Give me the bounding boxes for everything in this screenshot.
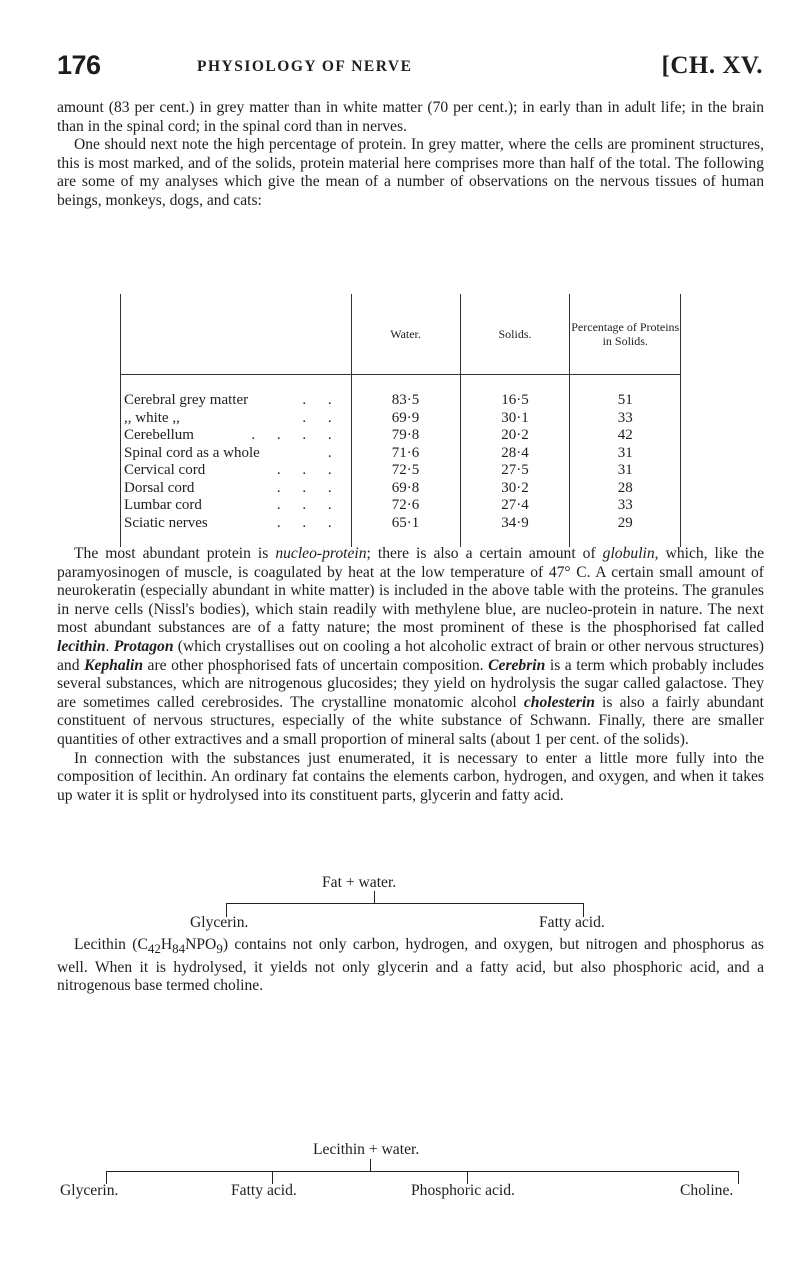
table-row	[121, 497, 681, 515]
leader-dots: . . .	[276, 497, 341, 513]
tissue-name: Spinal cord as a whole	[124, 444, 260, 461]
tissue-cell	[121, 410, 352, 428]
table-header-solids: Solids.	[460, 294, 570, 375]
water-value: 72·5	[351, 462, 460, 480]
glycerin-label: Glycerin.	[190, 914, 249, 931]
term-nucleo-protein: nucleo-protein	[275, 545, 367, 562]
paragraph-protein-intro	[57, 136, 764, 210]
tissue-cell	[121, 497, 352, 515]
table-row	[121, 410, 681, 428]
tissue-cell	[121, 480, 352, 498]
term-globulin: globulin	[602, 545, 655, 562]
tissue-cell	[121, 375, 352, 410]
protein-value: 33	[570, 410, 681, 428]
paragraph-continuation: amount (83 per cent.) in grey matter than in white matter (70 per cent.); in early than in adult life; in the brain than in the spinal cord; in the spinal cord than in nerves.	[57, 99, 764, 135]
text-span: are other phosphorised fats of uncertain composition.	[143, 656, 489, 674]
solids-value: 20·2	[460, 427, 570, 445]
text-span: NPO	[185, 936, 217, 953]
tissue-cell	[121, 515, 352, 548]
lecithin-water-label: Lecithin + water.	[313, 1141, 420, 1158]
tissue-name: Sciatic nerves	[124, 514, 208, 531]
leader-dots: . . .	[276, 462, 341, 478]
term-protagon: Protagon	[113, 637, 174, 655]
term-lecithin: lecithin	[57, 637, 106, 655]
tissue-name: Cerebellum	[124, 427, 194, 443]
paragraph-lecithin	[57, 936, 764, 996]
leader-dots: . . .	[276, 514, 341, 531]
tissue-name: Cervical cord	[124, 462, 206, 478]
table-row	[121, 480, 681, 498]
protein-value: 51	[570, 375, 681, 410]
glycerin-product-label: Glycerin.	[60, 1182, 119, 1199]
solids-value: 30·2	[460, 480, 570, 498]
water-value: 71·6	[351, 445, 460, 463]
solids-value: 27·5	[460, 462, 570, 480]
table-header-row	[121, 294, 681, 375]
fat-water-label: Fat + water.	[322, 874, 397, 891]
table-row	[121, 445, 681, 463]
text-span: is also a fairly abundant constituent of nervous structures, especially of the white substance of Schwann. Finally, there are smaller quantities of other extractives and a small proportion of mineral salts (about 1 per cent. of the solids).	[57, 693, 764, 748]
water-value: 69·9	[351, 410, 460, 428]
text-span: Lecithin (C	[74, 936, 148, 953]
text-span: ) contains not only carbon, hydrogen, and oxygen, but nitrogen and phosphorus as well. When it is hydrolysed, it yields not only glycerin and a fatty acid, but also phosphoric acid, and a nitrogenous base termed choline.	[57, 936, 764, 995]
text-span: ; there is also a certain amount of	[366, 545, 603, 562]
choline-label: Choline.	[680, 1182, 734, 1199]
running-title: PHYSIOLOGY OF NERVE	[197, 58, 413, 75]
tissue-cell	[121, 445, 352, 463]
leader-dots: . .	[302, 392, 341, 408]
tissue-name: Dorsal cord	[124, 479, 195, 496]
paragraph-protein-intro-text: One should next note the high percentage of protein. In grey matter, where the cells are prominent structures, this is most marked, and of the solids, protein material here comprises more than half of the total. The following are some of my analyses which give the mean of a number of observations on the nervous tissues of human beings, monkeys, dogs, and cats:	[57, 136, 764, 209]
term-cholesterin: cholesterin	[523, 693, 595, 711]
table-header-water: Water.	[351, 294, 460, 375]
table-row	[121, 375, 681, 410]
subscript: 9	[216, 941, 223, 957]
tissue-name: ,, white ,,	[124, 409, 180, 426]
water-value: 79·8	[351, 427, 460, 445]
scheme2-line-4	[738, 1171, 739, 1184]
solids-value: 27·4	[460, 497, 570, 515]
leader-dots: .	[327, 444, 341, 461]
table-header-tissue	[121, 294, 352, 375]
term-cerebrin: Cerebrin	[488, 656, 546, 674]
solids-value: 16·5	[460, 375, 570, 410]
term-kephalin: Kephalin	[84, 656, 143, 674]
protein-value: 31	[570, 445, 681, 463]
leader-dots: . .	[302, 409, 341, 426]
scheme1-bar-line	[226, 903, 584, 904]
page-number: 176	[57, 50, 101, 80]
water-value: 65·1	[351, 515, 460, 548]
scheme2-stem-line	[370, 1159, 371, 1171]
protein-value: 28	[570, 480, 681, 498]
table-row	[121, 462, 681, 480]
text-span: , which, like the paramyosinogen of muscle, is coagulated by heat at the low temperature of 47° C. A certain small amount of neurokeratin (especially abundant in white matter) is included in the above table with the proteins. The granules in nerve cells (Nissl's bodies), which stain readily with methylene blue, are nucleo-protein in nature. The next most abundant substances are of a fatty nature; the most prominent of these is the phosphorised fat called	[57, 545, 764, 637]
subscript: 42	[147, 941, 161, 957]
scheme2-bar-line	[106, 1171, 739, 1172]
protein-value: 33	[570, 497, 681, 515]
protein-value: 29	[570, 515, 681, 548]
table-header-protein: Percentage of Proteins in Solids.	[570, 294, 681, 375]
tissue-cell	[121, 462, 352, 480]
table-body	[121, 375, 681, 548]
water-value: 69·8	[351, 480, 460, 498]
fatty-acid-label: Fatty acid.	[539, 914, 605, 931]
tissue-name: Lumbar cord	[124, 497, 202, 513]
phosphoric-acid-label: Phosphoric acid.	[411, 1182, 515, 1199]
solids-value: 34·9	[460, 515, 570, 548]
text-span: is a term which probably includes several substances, which are nitrogenous glucosides; they yield on hydrolysis the sugar called galactose. They are sometimes called cerebrosides. The crystalline monatomic alcohol	[57, 656, 764, 711]
text-span: .	[105, 637, 114, 655]
scheme1-stem-line	[374, 891, 375, 903]
text-span: The most abundant protein is	[74, 545, 276, 562]
tissue-cell	[121, 427, 352, 445]
leader-dots: . . . .	[251, 427, 341, 443]
paragraph-proteins	[57, 545, 764, 805]
composition-table	[120, 294, 681, 547]
table-row	[121, 515, 681, 548]
leader-dots: . . .	[276, 479, 341, 496]
chapter-label: [CH. XV.	[661, 52, 763, 79]
paragraph-lecithin-intro: In connection with the substances just enumerated, it is necessary to enter a little more fully into the composition of lecithin. An ordinary fat contains the elements carbon, hydrogen, and oxygen, and when it takes up water it is split or hydrolysed into its constituent parts, glycerin and fatty acid.	[57, 749, 764, 804]
fatty-acid-product-label: Fatty acid.	[231, 1182, 297, 1199]
protein-value: 42	[570, 427, 681, 445]
protein-value: 31	[570, 462, 681, 480]
page-header	[57, 50, 763, 90]
water-value: 72·6	[351, 497, 460, 515]
solids-value: 28·4	[460, 445, 570, 463]
text-span: H	[160, 936, 173, 953]
table-row	[121, 427, 681, 445]
text-span: (which crystallises out on cooling a hot alcoholic extract of brain or other nervous structures) and	[57, 637, 765, 674]
tissue-name: Cerebral grey matter	[124, 392, 249, 408]
subscript: 84	[172, 941, 186, 957]
solids-value: 30·1	[460, 410, 570, 428]
water-value: 83·5	[351, 375, 460, 410]
